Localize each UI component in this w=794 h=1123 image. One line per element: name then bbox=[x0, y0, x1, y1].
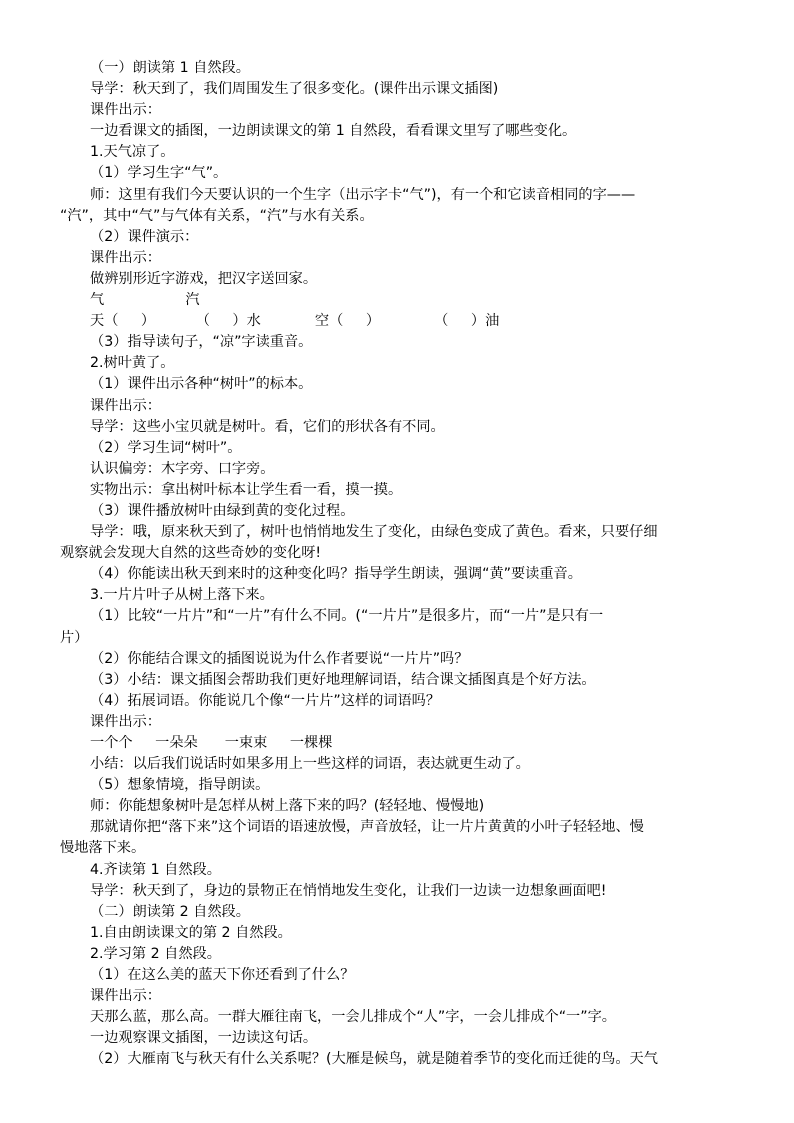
paragraph-line: 片） bbox=[60, 629, 89, 646]
paragraph-line: 课件出示： bbox=[90, 102, 161, 119]
paragraph-line: 课件出示： bbox=[90, 397, 161, 414]
paragraph-line: 3.一片片叶子从树上落下来。 bbox=[90, 587, 274, 604]
paragraph-line: （2）你能结合课文的插图说说为什么作者要说“一片片”吗？ bbox=[90, 650, 469, 667]
paragraph-line: （4）你能读出秋天到来时的这种变化吗？指导学生朗读，强调“黄”要读重音。 bbox=[90, 566, 582, 583]
paragraph-line: 那就请你把“落下来”这个词语的语速放慢，声音放轻，让一片片黄黄的小叶子轻轻地、慢 bbox=[90, 819, 644, 836]
section-heading: （二）朗读第 2 自然段。 bbox=[90, 903, 250, 920]
paragraph-line: （1）学习生字“气”。 bbox=[90, 165, 228, 182]
paragraph-line: 做辨别形近字游戏，把汉字送回家。 bbox=[90, 270, 318, 287]
paragraph-line: （2）课件演示： bbox=[90, 228, 199, 245]
paragraph-line: （3）指导读句子，“凉”字读重音。 bbox=[90, 334, 313, 351]
paragraph-line: 2.学习第 2 自然段。 bbox=[90, 945, 221, 962]
paragraph-line: （3）课件播放树叶由绿到黄的变化过程。 bbox=[90, 502, 355, 519]
paragraph-line: （2）大雁南飞与秋天有什么关系呢？(大雁是候鸟，就是随着季节的变化而迁徙的鸟。天气 bbox=[90, 1051, 658, 1068]
paragraph-line: 慢地落下来。 bbox=[60, 840, 146, 857]
paragraph-line: 一边看课文的插图，一边朗读课文的第 1 自然段，看看课文里写了哪些变化。 bbox=[90, 123, 577, 140]
paragraph-line: （3）小结：课文插图会帮助我们更好地理解词语，结合课文插图真是个好方法。 bbox=[90, 671, 596, 688]
paragraph-line: 师：你能想象树叶是怎样从树上落下来的吗？(轻轻地、慢慢地) bbox=[90, 798, 485, 815]
paragraph-line: 1.天气凉了。 bbox=[90, 144, 175, 161]
paragraph-line: 导学：秋天到了，我们周围发生了很多变化。(课件出示课文插图) bbox=[90, 81, 499, 98]
paragraph-line: （1）比较“一片片”和“一片”有什么不同。(“一片片”是很多片，而“一片”是只有一 bbox=[90, 608, 604, 625]
paragraph-line: 课件出示： bbox=[90, 249, 161, 266]
paragraph-line: 师：这里有我们今天要认识的一个生字（出示字卡“气”)，有一个和它读音相同的字—— bbox=[90, 186, 636, 203]
paragraph-line: （1）在这么美的蓝天下你还看到了什么？ bbox=[90, 967, 355, 984]
paragraph-line: 实物出示：拿出树叶标本让学生看一看，摸一摸。 bbox=[90, 481, 403, 498]
document-body bbox=[60, 58, 740, 1071]
paragraph-line: 一边观察课文插图，一边读这句话。 bbox=[90, 1030, 318, 1047]
paragraph-line: 1.自由朗读课文的第 2 自然段。 bbox=[90, 924, 292, 941]
paragraph-line: 课件出示： bbox=[90, 988, 161, 1005]
character-pair: 气 汽 bbox=[90, 292, 200, 309]
paragraph-line: 天那么蓝，那么高。一群大雁往南飞，一会儿排成个“人”字，一会儿排成个“一”字。 bbox=[90, 1009, 616, 1026]
paragraph-line: 2.树叶黄了。 bbox=[90, 355, 175, 372]
paragraph-line: 认识偏旁：木字旁、口字旁。 bbox=[90, 460, 275, 477]
paragraph-line: 课件出示： bbox=[90, 713, 161, 730]
paragraph-line: “汽”，其中“气”与气体有关系，“汽”与水有关系。 bbox=[60, 207, 374, 224]
paragraph-line: 导学：秋天到了，身边的景物正在悄悄地发生变化，让我们一边读一边想象画面吧! bbox=[90, 882, 607, 899]
paragraph-line: （1）课件出示各种“树叶”的标本。 bbox=[90, 376, 313, 393]
word-examples: 一个个 一朵朵 一束束 一棵棵 bbox=[90, 735, 333, 751]
paragraph-line: （5）想象情境，指导朗读。 bbox=[90, 777, 270, 794]
paragraph-line: 4.齐读第 1 自然段。 bbox=[90, 861, 221, 878]
paragraph-line: 小结：以后我们说话时如果多用上一些这样的词语，表达就更生动了。 bbox=[90, 756, 530, 773]
paragraph-line: 观察就会发现大自然的这些奇妙的变化呀! bbox=[60, 545, 322, 562]
paragraph-line: 导学：哦，原来秋天到了，树叶也悄悄地发生了变化，由绿色变成了黄色。看来，只要仔细 bbox=[90, 524, 658, 541]
section-heading: （一）朗读第 1 自然段。 bbox=[90, 60, 250, 76]
fill-blank-row: 天（ ） （ ）水 空（ ） （ ）油 bbox=[90, 313, 500, 330]
paragraph-line: （2）学习生词“树叶”。 bbox=[90, 439, 242, 456]
paragraph-line: 导学：这些小宝贝就是树叶。看，它们的形状各有不同。 bbox=[90, 418, 445, 435]
paragraph-line: （4）拓展词语。你能说几个像“一片片”这样的词语吗？ bbox=[90, 692, 441, 709]
